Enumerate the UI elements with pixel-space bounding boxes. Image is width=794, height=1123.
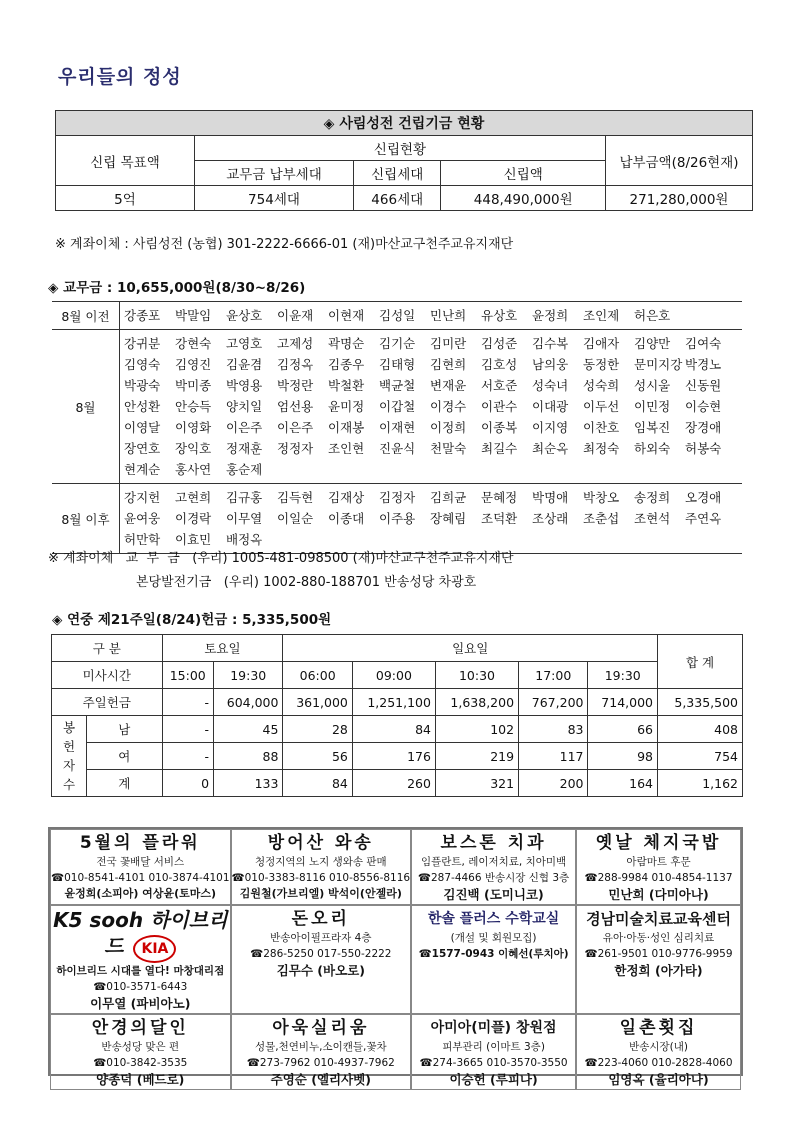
- donor-name: 김윤겸: [226, 357, 263, 372]
- donor-name: 박미종: [175, 378, 212, 393]
- donor-name: 윤여웅: [124, 511, 161, 526]
- dues-account-line2: 본당발전기금 (우리) 1002-880-188701 반송성당 차광호: [136, 575, 477, 590]
- donor-name: 김정옥: [277, 357, 314, 372]
- ads-grid: [48, 827, 743, 1087]
- donor-name: 최정숙: [583, 441, 620, 456]
- gender-label: 여: [87, 743, 163, 770]
- donor-name: 성숙녀: [532, 378, 569, 393]
- ad-phone: ☎273-7962 010-4937-7962: [246, 1057, 395, 1069]
- donor-name: 김현희: [430, 357, 467, 372]
- count: 88: [214, 743, 283, 770]
- count: 84: [283, 770, 352, 797]
- ad-phone: ☎1577-0943: [418, 948, 495, 960]
- ad-desc: 전국 꽃배달 서비스: [96, 856, 185, 868]
- donor-name: 천말숙: [430, 441, 467, 456]
- donor-name: 김태형: [379, 357, 416, 372]
- donor-name: 동정한: [583, 357, 620, 372]
- ad-contact: [412, 946, 575, 962]
- row-label: 8월: [52, 330, 120, 484]
- donor-name: 김희균: [430, 490, 467, 505]
- donor-name: 이윤재: [277, 308, 314, 323]
- sub-header: 교무금 납부세대: [195, 161, 354, 186]
- kia-logo: KIA: [133, 935, 176, 963]
- ad-desc: 하이브리드 시대를 열다! 마창대리점: [56, 965, 225, 977]
- amount-label: 주일헌금: [52, 689, 163, 716]
- donor-name: 이재봉: [328, 420, 365, 435]
- count: 321: [435, 770, 518, 797]
- donor-name: 고현희: [175, 490, 212, 505]
- ad-name: 5월의 플라워: [79, 833, 201, 853]
- ad-person: 김원철(가브리엘) 박석이(안젤라): [239, 887, 402, 900]
- ad-phone: ☎010-3842-3535: [93, 1057, 188, 1069]
- donor-name: 이일순: [277, 511, 314, 526]
- count: 28: [283, 716, 352, 743]
- donor-name: 엄선용: [277, 399, 314, 414]
- donor-name: 최길수: [481, 441, 518, 456]
- time: 10:30: [435, 662, 518, 689]
- dues-title: ◈ 교무금 : 10,655,000원(8/30~8/26): [48, 280, 306, 296]
- table-row: [52, 484, 742, 554]
- donor-name: 서호준: [481, 378, 518, 393]
- donor-name: 박명애: [532, 490, 569, 505]
- count: 83: [519, 716, 588, 743]
- donor-name: 조인제: [583, 308, 620, 323]
- ad-box: [231, 905, 412, 1014]
- value: 466세대: [353, 186, 441, 211]
- donor-name: 장연호: [124, 441, 161, 456]
- names-cell: [120, 302, 743, 330]
- donor-name: 장익호: [175, 441, 212, 456]
- ad-desc: 피부관리 (이마트 3층): [442, 1041, 545, 1053]
- donor-name: 김정자: [379, 490, 416, 505]
- ad-name: 경남미술치료교육센터: [586, 910, 731, 928]
- donor-name: 김성준: [481, 336, 518, 351]
- ad-person: 양종덕 (베드로): [96, 1072, 185, 1087]
- ad-phone: ☎010-8541-4101 010-3874-4101: [51, 872, 230, 884]
- donor-name: 유상호: [481, 308, 518, 323]
- donor-name: 문미지강: [634, 357, 683, 372]
- ad-phone: ☎287-4466 반송시장 신협 3층: [417, 872, 570, 884]
- dues-table: [52, 301, 742, 554]
- count: 219: [435, 743, 518, 770]
- ad-box: [231, 829, 412, 905]
- donor-name: 조상래: [532, 511, 569, 526]
- amount: 361,000: [283, 689, 352, 716]
- donor-name: 박철환: [328, 378, 365, 393]
- donor-name: 김기순: [379, 336, 416, 351]
- attendance-label-text: 봉헌자수: [62, 720, 76, 792]
- status-header: 신립현황: [195, 136, 606, 161]
- donor-name: 조춘섭: [583, 511, 620, 526]
- time: 17:00: [519, 662, 588, 689]
- kind-header: 구 분: [52, 635, 163, 662]
- count: 408: [658, 716, 743, 743]
- ad-name: K5 sooh 하이브리드: [53, 908, 228, 958]
- donor-name: 이대광: [532, 399, 569, 414]
- donor-name: 남의웅: [532, 357, 569, 372]
- donor-name: 고영호: [226, 336, 263, 351]
- donor-name: 최순옥: [532, 441, 569, 456]
- count: 133: [214, 770, 283, 797]
- donor-name: 민난희: [430, 308, 467, 323]
- donor-name: 이영화: [175, 420, 212, 435]
- count: 0: [162, 770, 214, 797]
- ad-name: 일촌횟집: [619, 1018, 698, 1038]
- names-cell: [120, 330, 743, 484]
- ad-box: [50, 905, 231, 1014]
- time: 06:00: [283, 662, 352, 689]
- fund-title: ◈ 사림성전 건립기금 현황: [56, 111, 753, 136]
- donor-name: 백균철: [379, 378, 416, 393]
- donor-name: 이종복: [481, 420, 518, 435]
- names-cell: [120, 484, 743, 554]
- amount: 1,251,100: [352, 689, 435, 716]
- donor-name: 김애자: [583, 336, 620, 351]
- donor-name: 강귀분: [124, 336, 161, 351]
- sub-header: 신립세대: [353, 161, 441, 186]
- donor-name: 곽명순: [328, 336, 365, 351]
- donor-name: 박정란: [277, 378, 314, 393]
- total-header: 합 계: [658, 635, 743, 689]
- donor-name: 김규홍: [226, 490, 263, 505]
- gender-label: 남: [87, 716, 163, 743]
- donor-name: 현계순: [124, 462, 161, 477]
- ad-phone: ☎223-4060 010-2828-4060: [584, 1057, 733, 1069]
- donor-name: 이주용: [379, 511, 416, 526]
- ad-name: 아미아(미플) 창원점: [430, 1020, 557, 1036]
- donor-name: 강종포: [124, 308, 161, 323]
- goal-header: 신립 목표액: [56, 136, 195, 186]
- donor-name: 조덕환: [481, 511, 518, 526]
- count: 56: [283, 743, 352, 770]
- donor-name: 이경수: [430, 399, 467, 414]
- ad-person: 이승헌 (루피나): [449, 1072, 538, 1087]
- count: 117: [519, 743, 588, 770]
- value: 754세대: [195, 186, 354, 211]
- donor-name: 김영진: [175, 357, 212, 372]
- ad-desc: (개설 및 회원모집): [450, 932, 537, 944]
- donor-name: 안성환: [124, 399, 161, 414]
- donor-name: 홍순제: [226, 462, 263, 477]
- donor-name: 장혜림: [430, 511, 467, 526]
- donor-name: 이효민: [175, 532, 212, 547]
- donor-name: 허만학: [124, 532, 161, 547]
- donor-name: 주연옥: [685, 511, 722, 526]
- goal-value: 5억: [56, 186, 195, 211]
- saturday-header: 토요일: [162, 635, 283, 662]
- donor-name: 송정희: [634, 490, 671, 505]
- ad-box: [231, 1014, 412, 1090]
- ad-box: [411, 905, 576, 1014]
- donor-name: 성숙희: [583, 378, 620, 393]
- count: 102: [435, 716, 518, 743]
- donor-name: 강현숙: [175, 336, 212, 351]
- donor-name: 김성일: [379, 308, 416, 323]
- building-fund-table: [55, 110, 753, 211]
- donor-name: 이갑철: [379, 399, 416, 414]
- donor-name: 성시울: [634, 378, 671, 393]
- time: 15:00: [162, 662, 214, 689]
- row-label: 8월 이전: [52, 302, 120, 330]
- ad-desc: 아람마트 후문: [626, 856, 691, 868]
- donor-name: 김득현: [277, 490, 314, 505]
- donor-name: 허은호: [634, 308, 671, 323]
- ad-name: 안경의달인: [91, 1018, 189, 1038]
- ad-desc: 성물,천연비누,소이캔들,꽃차: [254, 1041, 387, 1053]
- donor-name: 이무열: [226, 511, 263, 526]
- donor-name: 김종우: [328, 357, 365, 372]
- donor-name: 이영달: [124, 420, 161, 435]
- ad-desc: 반송시장(내): [629, 1041, 688, 1053]
- time: 19:30: [214, 662, 283, 689]
- donor-name: 김수복: [532, 336, 569, 351]
- ad-name: 한솔 플러스 수학교실: [427, 911, 560, 927]
- donor-name: 신동원: [685, 378, 722, 393]
- donor-name: 임복진: [634, 420, 671, 435]
- donor-name: 이지영: [532, 420, 569, 435]
- ad-person: 이혜선(루치아): [498, 948, 569, 960]
- donor-name: 박영용: [226, 378, 263, 393]
- ad-person: 윤정희(소피아) 여상윤(토마스): [64, 887, 216, 900]
- donor-name: 박경노: [685, 357, 722, 372]
- count: -: [162, 716, 214, 743]
- attendance-row: [52, 716, 743, 743]
- donor-name: 박창오: [583, 490, 620, 505]
- count: 176: [352, 743, 435, 770]
- count: 200: [519, 770, 588, 797]
- ad-box: [576, 905, 741, 1014]
- count: 164: [588, 770, 658, 797]
- donor-name: 박광숙: [124, 378, 161, 393]
- ad-name: 아욱실리움: [272, 1018, 370, 1038]
- donor-name: 김영숙: [124, 357, 161, 372]
- donor-name: 이은주: [277, 420, 314, 435]
- donor-name: 이은주: [226, 420, 263, 435]
- amount: -: [162, 689, 214, 716]
- donor-name: 김재상: [328, 490, 365, 505]
- donor-name: 이두선: [583, 399, 620, 414]
- ad-box: [411, 829, 576, 905]
- donor-name: 이민정: [634, 399, 671, 414]
- ad-box: [50, 829, 231, 905]
- ad-phone: ☎286-5250 017-550-2222: [250, 948, 392, 960]
- donor-name: 홍사연: [175, 462, 212, 477]
- donor-name: 고제성: [277, 336, 314, 351]
- count: 66: [588, 716, 658, 743]
- ad-desc: 반송성당 맞은 편: [101, 1041, 180, 1053]
- donor-name: 변재윤: [430, 378, 467, 393]
- donor-name: 조인현: [328, 441, 365, 456]
- donor-name: 진윤식: [379, 441, 416, 456]
- ad-desc: 임플란트, 레이저치료, 치아미백: [420, 856, 567, 868]
- donor-name: 문혜정: [481, 490, 518, 505]
- ad-box: [576, 829, 741, 905]
- donor-name: 허봉숙: [685, 441, 722, 456]
- attendance-row: [52, 770, 743, 797]
- donor-name: 김여숙: [685, 336, 722, 351]
- donor-name: 김미란: [430, 336, 467, 351]
- donor-name: 이정희: [430, 420, 467, 435]
- donor-name: 윤상호: [226, 308, 263, 323]
- ad-person: 한정희 (아가타): [614, 963, 703, 978]
- value: 448,490,000원: [441, 186, 606, 211]
- donor-name: 장경애: [685, 420, 722, 435]
- donor-name: 윤미정: [328, 399, 365, 414]
- ad-name: 돈오리: [291, 909, 350, 929]
- amount-row: [52, 689, 743, 716]
- donor-name: 이종대: [328, 511, 365, 526]
- count: 98: [588, 743, 658, 770]
- dues-account-line1: ※ 계좌이체 교 무 금 (우리) 1005-481-098500 (재)마산교구천주교유지재단: [48, 551, 514, 566]
- count: 1,162: [658, 770, 743, 797]
- ad-person: 민난희 (다미아나): [608, 887, 709, 902]
- donor-name: 윤정희: [532, 308, 569, 323]
- donor-name: 이승현: [685, 399, 722, 414]
- offering-table: [51, 634, 743, 797]
- ad-phone: ☎274-3665 010-3570-3550: [419, 1057, 568, 1069]
- account-note: ※ 계좌이체 : 사림성전 (농협) 301-2222-6666-01 (재)마산교구천주교유지재단: [55, 237, 514, 252]
- sunday-header: 일요일: [283, 635, 658, 662]
- count: 45: [214, 716, 283, 743]
- ad-name: 방어산 와송: [267, 833, 374, 853]
- sub-header: 신립액: [441, 161, 606, 186]
- attendance-row: [52, 743, 743, 770]
- ad-desc: 유아·아동·성인 심리치료: [602, 932, 715, 944]
- ad-box: [411, 1014, 576, 1090]
- donor-name: 강지헌: [124, 490, 161, 505]
- ad-box: [576, 1014, 741, 1090]
- amount: 604,000: [214, 689, 283, 716]
- table-row: [52, 302, 742, 330]
- ad-person: 주영순 (엘리사벳): [270, 1072, 371, 1087]
- donor-name: 배정옥: [226, 532, 263, 547]
- donor-name: 이찬호: [583, 420, 620, 435]
- value: 271,280,000원: [606, 186, 753, 211]
- donor-name: 하외숙: [634, 441, 671, 456]
- donor-name: 김양만: [634, 336, 671, 351]
- donor-name: 정정자: [277, 441, 314, 456]
- ad-phone: ☎010-3383-8116 010-8556-8116: [231, 872, 411, 884]
- donor-name: 안승득: [175, 399, 212, 414]
- donor-name: 정재훈: [226, 441, 263, 456]
- paid-header: 납부금액(8/26현재): [606, 136, 753, 186]
- ad-desc: 청정지역의 노지 생와송 판매: [254, 856, 387, 868]
- page-title: 우리들의 정성: [58, 66, 182, 88]
- offering-title: ◈ 연중 제21주일(8/24)헌금 : 5,335,500원: [52, 612, 332, 628]
- ad-name: 옛날 체지국밥: [595, 833, 722, 853]
- ad-phone: ☎288-9984 010-4854-1137: [584, 872, 733, 884]
- row-label: 8월 이후: [52, 484, 120, 554]
- donor-name: 조현석: [634, 511, 671, 526]
- donor-name: 오경애: [685, 490, 722, 505]
- donor-name: 이경락: [175, 511, 212, 526]
- count: 84: [352, 716, 435, 743]
- donor-name: 김호성: [481, 357, 518, 372]
- ad-person: 이무열 (파비아노): [90, 996, 191, 1011]
- amount: 1,638,200: [435, 689, 518, 716]
- ad-desc: 반송아이필프라자 4층: [270, 932, 372, 944]
- ad-phone: ☎261-9501 010-9776-9959: [584, 948, 733, 960]
- ad-phone: ☎010-3571-6443: [93, 981, 188, 993]
- count: 260: [352, 770, 435, 797]
- ad-person: 김무수 (바오로): [276, 963, 365, 978]
- ad-person: 김진백 (도미니코): [443, 887, 544, 902]
- gender-label: 계: [87, 770, 163, 797]
- table-row: [52, 330, 742, 484]
- donor-name: 이재현: [379, 420, 416, 435]
- donor-name: 이현재: [328, 308, 365, 323]
- amount: 714,000: [588, 689, 658, 716]
- mass-time-header: 미사시간: [52, 662, 163, 689]
- attendance-label: [52, 716, 87, 797]
- amount: 5,335,500: [658, 689, 743, 716]
- ad-name: 보스톤 치과: [440, 833, 547, 853]
- amount: 767,200: [519, 689, 588, 716]
- count: 754: [658, 743, 743, 770]
- ad-box: [50, 1014, 231, 1090]
- time: 09:00: [352, 662, 435, 689]
- donor-name: 박말임: [175, 308, 212, 323]
- time: 19:30: [588, 662, 658, 689]
- donor-name: 이관수: [481, 399, 518, 414]
- ad-person: 임영옥 (율리아나): [608, 1072, 709, 1087]
- donor-name: 양치일: [226, 399, 263, 414]
- count: -: [162, 743, 214, 770]
